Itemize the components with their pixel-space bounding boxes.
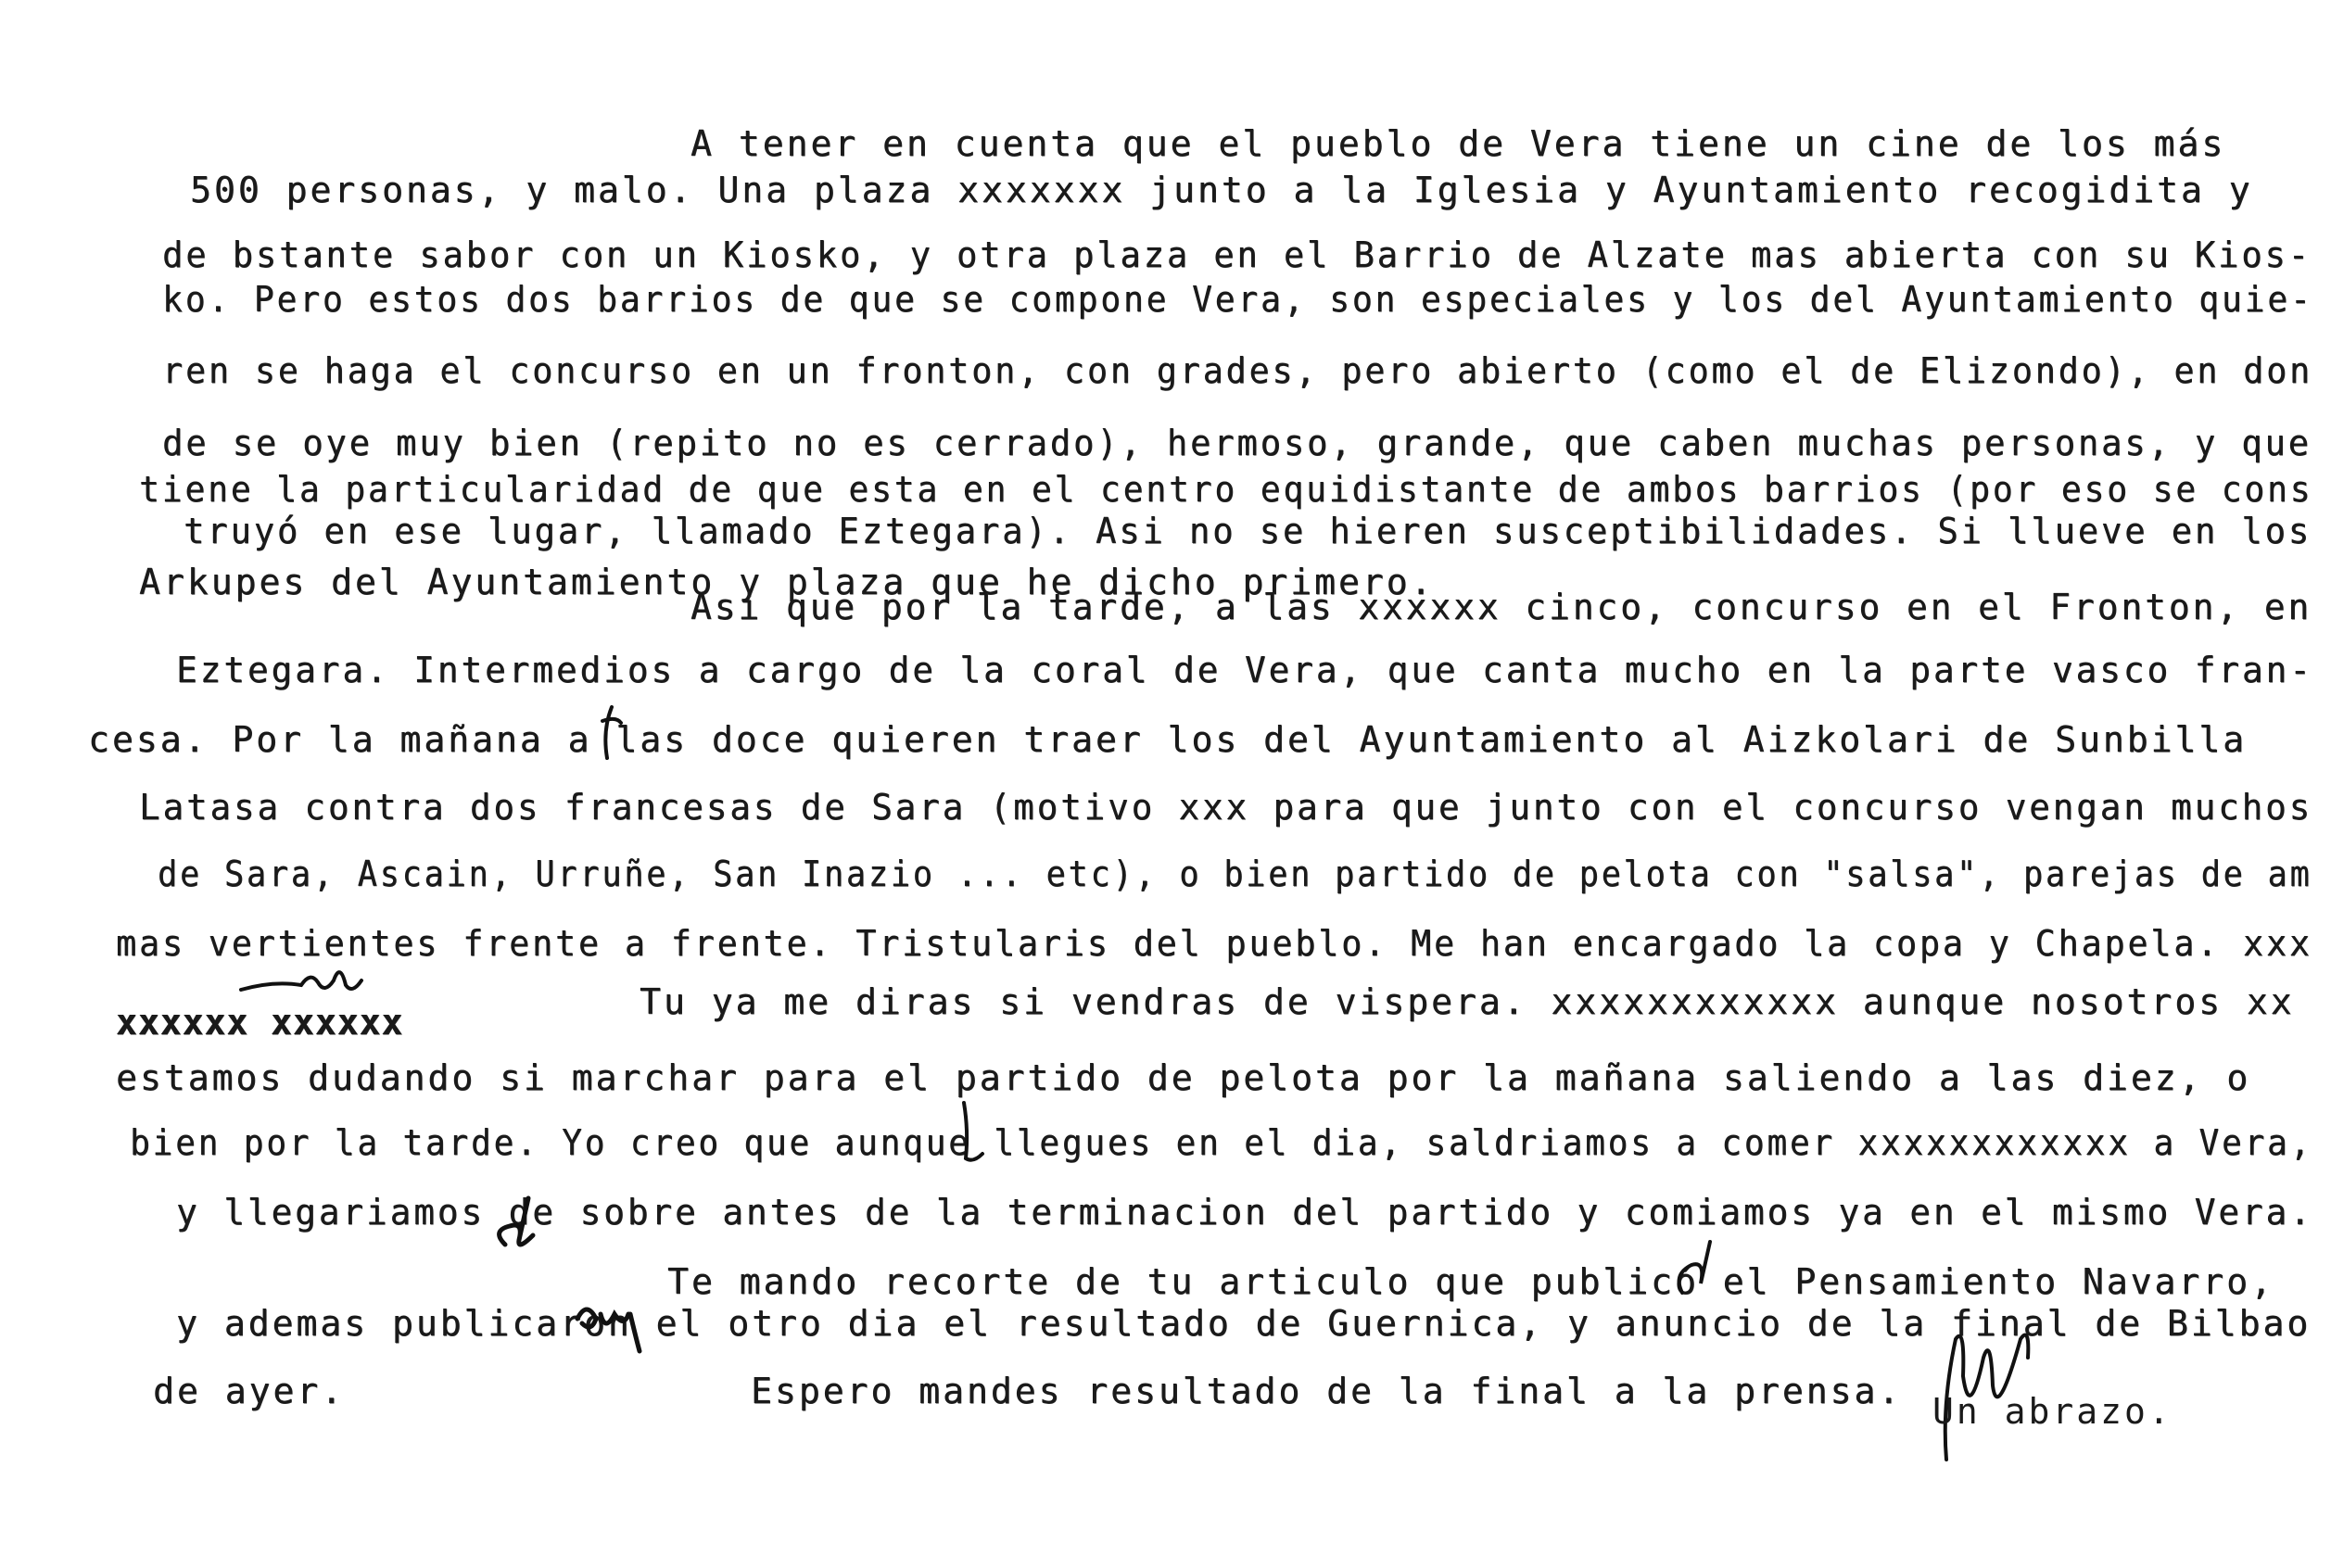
letter-line-5: ren se haga el concurso en un fronton, con grades, pero abierto (como el de Elizondo), en don [162,350,2313,391]
letter-line-2: 500 personas, y malo. Una plaza xxxxxxx junto a la Iglesia y Ayuntamiento recogidita y [190,170,2253,210]
letter-line-4: ko. Pero estos dos barrios de que se compone Vera, son especiales y los del Ayuntamiento quie- [162,279,2313,320]
letter-line-7: tiene la particularidad de que esta en el centro equidistante de ambos barrios (por eso se cons [139,469,2313,510]
letter-line-15: mas vertientes frente a frente. Tristularis del pueblo. Me han encargado la copa y Chapela. xxx [116,923,2312,964]
letter-line-18: estamos dudando si marchar para el partido de pelota por la mañana saliendo a las diez, o [116,1057,2251,1098]
handwritten-correction-el [1668,1237,1724,1302]
handwritten-correction-on [573,1296,647,1360]
handwritten-correction-de [491,1194,547,1258]
letter-line-3: de bstante sabor con un Kiosko, y otra plaza en el Barrio de Alzate mas abierta con su Kios- [162,234,2312,275]
letter-line-14: de Sara, Ascain, Urruñe, San Inazio ... etc), o bien partido de pelota con "salsa", parejas de am [158,854,2312,894]
letter-line-1: A tener en cuenta que el pueblo de Vera tiene un cine de los más [690,123,2226,164]
letter-line-12: cesa. Por la mañana a las doce quieren traer los del Ayuntamiento al Aizkolari de Sunbilla [88,719,2248,760]
letter-line-21: Te mando recorte de tu articulo que publicó el Pensamiento Navarro, [667,1261,2274,1302]
letter-line-22: y ademas publicaron el otro dia el resultado de Guernica, y anuncio de la final de Bilbao [176,1303,2312,1344]
letter-line-19: bien por la tarde. Yo creo que aunque llegues en el dia, saldriamos a comer xxxxxxxxxxxx a Vera, [130,1122,2313,1163]
handwritten-correction-l [955,1094,992,1168]
letter-line-10: Asi que por la tarde, a las xxxxxx cinco, concurso en el Fronton, en [690,587,2312,627]
letter-line-13: Latasa contra dos francesas de Sara (motivo xxx para que junto con el concurso vengan muchos [139,787,2313,828]
letter-line-9: Arkupes del Ayuntamiento y plaza que he dicho primero. [139,562,1435,602]
letter-line-16: xxxxxx xxxxxx [116,1002,404,1043]
letter-line-17: Tu ya me diras si vendras de vispera. xxxxxxxxxxxx aunque nosotros xx [640,981,2295,1022]
letter-line-23: de ayer. [153,1371,346,1411]
letter-line-8: truyó en ese lugar, llamado Eztegara). Asi no se hieren susceptibilidades. Si llueve en los [184,511,2312,551]
handwritten-correction-l-2 [593,702,630,767]
letter-line-11: Eztegara. Intermedios a cargo de la coral de Vera, que canta mucho en la parte vasco fran- [176,650,2313,690]
handwritten-correction-ete [236,953,366,1008]
letter-line-6: de se oye muy bien (repito no es cerrado), hermoso, grande, que caben muchas personas, y que [162,423,2312,463]
closing-salutation: Un abrazo. [1932,1391,2173,1432]
letter-line-20: y llegariamos de sobre antes de la terminacion del partido y comiamos ya en el mismo Vera. [176,1192,2313,1233]
letter-line-24: Espero mandes resultado de la final a la prensa. [751,1371,1903,1411]
